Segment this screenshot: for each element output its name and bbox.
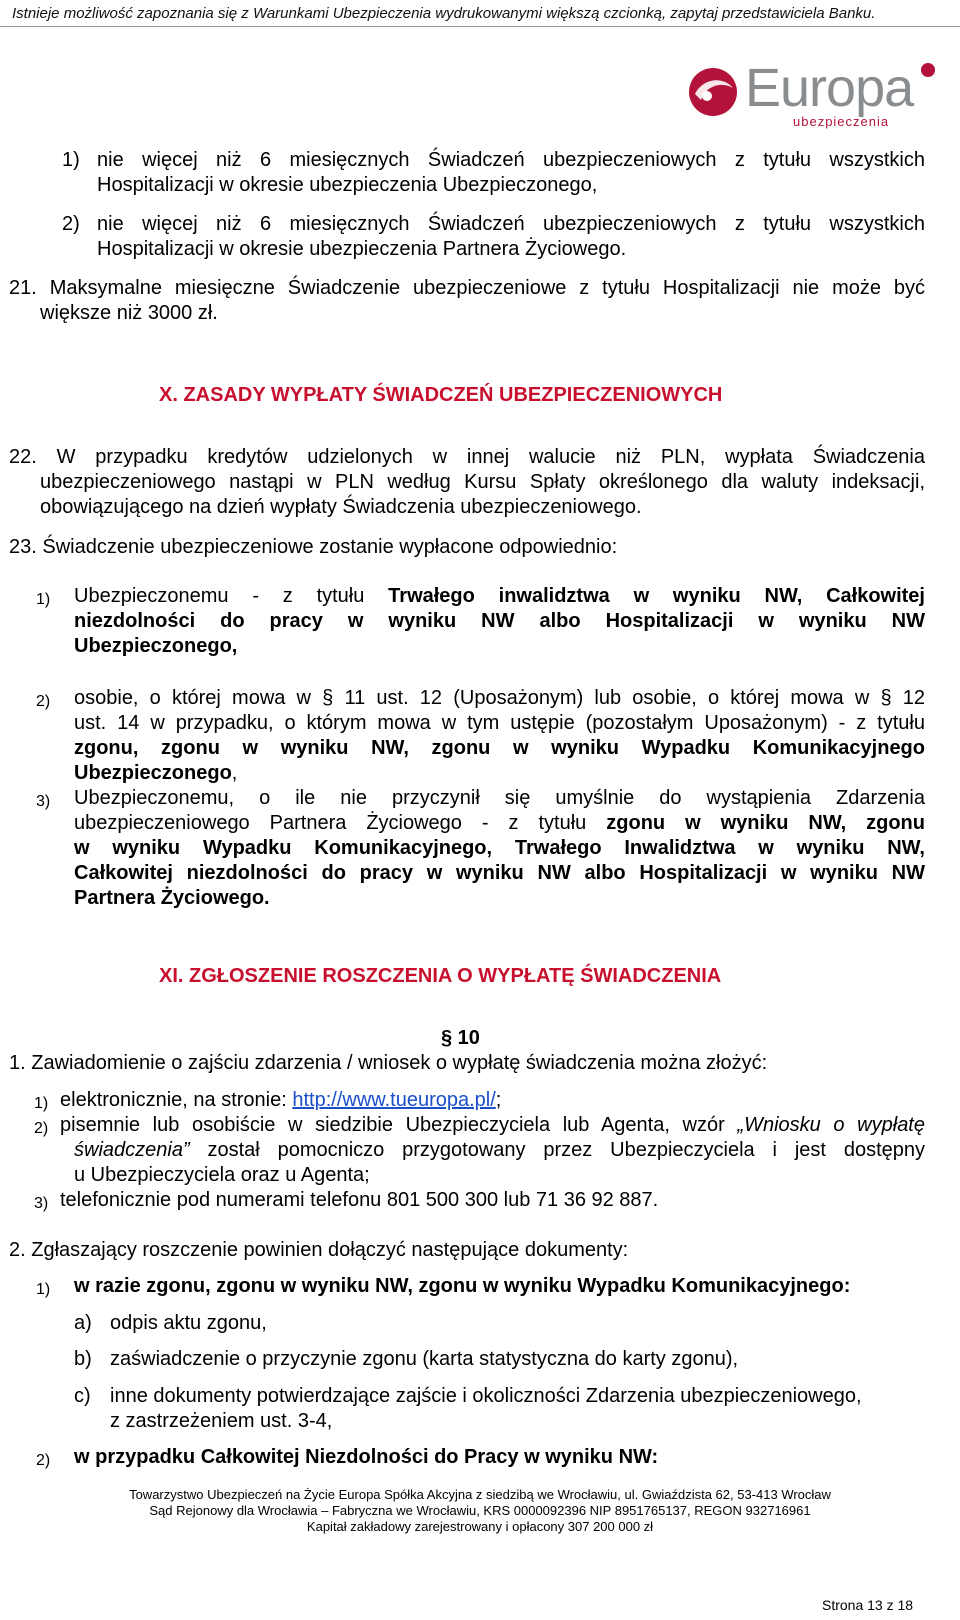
- footer-line-3: Kapitał zakładowy zarejestrowany i opłacony 307 200 000 zł: [306, 1519, 654, 1534]
- text-span: Ubezpieczonemu - z tytułu: [74, 585, 389, 607]
- footer-line-2: Sąd Rejonowy dla Wrocławia – Fabryczna we Wrocławiu, KRS 0000092396 NIP 8951765137, REGON 932716961: [149, 1503, 811, 1518]
- paragraph-23: 23. Świadczenie ubezpieczeniowe zostanie wypłacone odpowiednio:: [9, 536, 618, 558]
- text-span: ubezpieczeniowego Partnera Życiowego - z tytułu: [74, 812, 607, 834]
- list-item-text: Ubezpieczonego,: [74, 635, 238, 657]
- list-item-text: [74, 1138, 925, 1163]
- list-item-text: w przypadku Całkowitej Niezdolności do Pracy w wyniku NW:: [74, 1446, 659, 1468]
- europa-logo: [685, 58, 945, 130]
- list-item-text: Hospitalizacji w okresie ubezpieczenia Partnera Życiowego.: [97, 238, 627, 260]
- sub-list-text: zaświadczenie o przyczynie zgonu (karta statystyczna do karty zgonu),: [110, 1348, 739, 1370]
- list-item-text: [60, 1088, 501, 1113]
- list-number: 2): [36, 693, 51, 710]
- list-item-text: nie więcej niż 6 miesięcznych Świadczeń ubezpieczeniowych z tytułu wszystkich: [97, 149, 925, 171]
- logo-word: Europa: [745, 58, 914, 118]
- list-item-text: osobie, o której mowa w § 11 ust. 12 (Uposażonym) lub osobie, o której mowa w § 12: [74, 687, 925, 709]
- paragraph-21-cont: większe niż 3000 zł.: [40, 302, 218, 324]
- bold-span: Trwałego inwalidztwa w wyniku NW, Całkowitej: [388, 585, 925, 607]
- list-item-text: w wyniku Wypadku Komunikacyjnego, Trwałego Inwalidztwa w wyniku NW,: [74, 837, 925, 859]
- list-number: 2): [34, 1120, 49, 1137]
- logo-dot-icon: [920, 62, 936, 78]
- list-item-text: ust. 14 w przypadku, o którym mowa w tym ustępie (pozostałym Uposażonym) - z tytułu: [74, 712, 925, 734]
- bold-span: zgonu w wyniku NW, zgonu: [606, 812, 925, 834]
- list-number: 3): [34, 1195, 49, 1212]
- sub-list-text: z zastrzeżeniem ust. 3-4,: [110, 1410, 333, 1432]
- paragraph-22-cont: ubezpieczeniowego nastąpi w PLN według Kursu Spłaty określonego dla waluty indeksacji,: [40, 471, 925, 493]
- list-item-text: zgonu, zgonu w wyniku NW, zgonu w wyniku Wypadku Komunikacyjnego: [74, 737, 925, 759]
- list-item-text: [74, 584, 925, 609]
- list-item-text: Ubezpieczonemu, o ile nie przyczynił się umyślnie do wystąpienia Zdarzenia: [74, 787, 925, 809]
- sub-list-text: inne dokumenty potwierdzające zajście i okoliczności Zdarzenia ubezpieczeniowego,: [110, 1385, 862, 1407]
- paragraph-22: 22. W przypadku kredytów udzielonych w innej walucie niż PLN, wypłata Świadczenia: [9, 446, 925, 468]
- text-span: ,: [231, 762, 238, 784]
- list-number: 1): [62, 149, 80, 171]
- text-span: elektronicznie, na stronie:: [60, 1089, 293, 1111]
- text-span: pisemnie lub osobiście w siedzibie Ubezpieczyciela lub Agenta, wzór: [60, 1114, 738, 1136]
- list-number: 1): [36, 591, 51, 608]
- tueuropa-link[interactable]: http://www.tueuropa.pl/: [292, 1089, 496, 1111]
- list-number: 2): [62, 213, 80, 235]
- list-number: 2): [36, 1452, 51, 1469]
- list-item-text: Całkowitej niezdolności do pracy w wyniku NW albo Hospitalizacji w wyniku NW: [74, 862, 925, 884]
- list-item-text: [74, 811, 925, 836]
- section-number: § 10: [441, 1027, 480, 1049]
- footer-line-1: Towarzystwo Ubezpieczeń na Życie Europa Spółka Akcyjna z siedzibą we Wrocławiu, ul. Gwiaździsta 62, 53-413 Wrocław: [129, 1487, 831, 1502]
- paragraph-10-2: 2. Zgłaszający roszczenie powinien dołączyć następujące dokumenty:: [9, 1239, 629, 1261]
- list-item-text: niezdolności do pracy w wyniku NW albo Hospitalizacji w wyniku NW: [74, 610, 925, 632]
- list-item-text: Partnera Życiowego.: [74, 887, 270, 909]
- europa-logo-mark-icon: [685, 64, 741, 120]
- paragraph-22-cont: obowiązującego na dzień wypłaty Świadczenia ubezpieczeniowego.: [40, 496, 642, 518]
- top-notice: Istnieje możliwość zapoznania się z Warunkami Ubezpieczenia wydrukowanymi większą czcionką, zapytaj przedstawiciela Banku.: [0, 0, 960, 27]
- sub-list-letter: c): [74, 1385, 91, 1407]
- text-span: ;: [495, 1089, 502, 1111]
- list-number: 3): [36, 793, 51, 810]
- list-number: 1): [34, 1095, 49, 1112]
- page-number: Strona 13 z 18: [822, 1597, 914, 1613]
- paragraph-21: 21. Maksymalne miesięczne Świadczenie ubezpieczeniowe z tytułu Hospitalizacji nie może być: [9, 277, 925, 299]
- logo-subtitle: ubezpieczenia: [793, 114, 890, 129]
- section-heading-x: X. ZASADY WYPŁATY ŚWIADCZEŃ UBEZPIECZENIOWYCH: [159, 384, 723, 406]
- sub-list-letter: b): [74, 1348, 92, 1370]
- list-item-text: u Ubezpieczyciela oraz u Agenta;: [74, 1164, 370, 1186]
- list-item-text: [60, 1113, 925, 1138]
- italic-span: „Wniosku o wypłatę: [737, 1114, 925, 1136]
- text-span: został pomocniczo przygotowany przez Ubezpieczyciela i jest dostępny: [189, 1139, 925, 1161]
- sub-list-text: odpis aktu zgonu,: [110, 1312, 267, 1334]
- paragraph-10-1: 1. Zawiadomienie o zajściu zdarzenia / wniosek o wypłatę świadczenia można złożyć:: [9, 1052, 768, 1074]
- list-item-text: telefonicznie pod numerami telefonu 801 500 300 lub 71 36 92 887.: [60, 1189, 659, 1211]
- list-item-text: nie więcej niż 6 miesięcznych Świadczeń ubezpieczeniowych z tytułu wszystkich: [97, 213, 925, 235]
- list-item-text: w razie zgonu, zgonu w wyniku NW, zgonu w wyniku Wypadku Komunikacyjnego:: [74, 1275, 851, 1297]
- italic-span: świadczenia”: [74, 1139, 190, 1161]
- list-number: 1): [36, 1281, 51, 1298]
- list-item-text: Hospitalizacji w okresie ubezpieczenia Ubezpieczonego,: [97, 174, 598, 196]
- bold-span: Ubezpieczonego: [74, 762, 232, 784]
- list-item-text: [74, 761, 237, 786]
- sub-list-letter: a): [74, 1312, 92, 1334]
- section-heading-xi: XI. ZGŁOSZENIE ROSZCZENIA O WYPŁATĘ ŚWIADCZENIA: [159, 965, 722, 987]
